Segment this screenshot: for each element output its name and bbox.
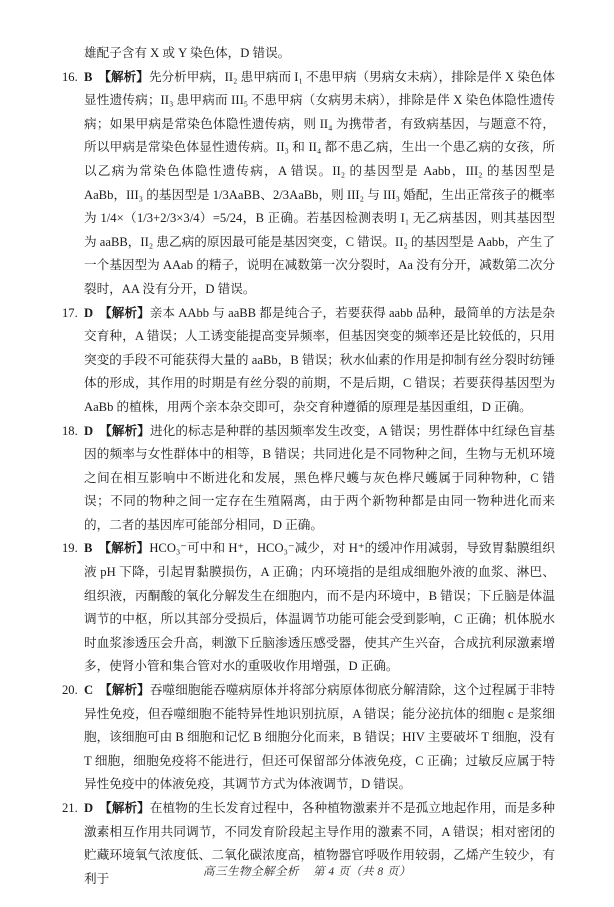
question-number: 17. <box>62 305 78 320</box>
analysis-text: 吞噬细胞能吞噬病原体并将部分病原体彻底分解清除，这个过程属于非特异性免疫，但吞噬细胞不能特异性地识别抗原，A 错误；能分泌抗体的细胞 c 是浆细胞，该细胞可由 B 细胞和记忆 B 细胞分化而来，B 错误；HIV 主要破坏 T 细胞，没有 T 细胞，细胞免疫将不能进行，但还可保留部分体液免疫，C 正确；过敏反应属于特异性免疫中的体液免疫，其调节方式为体液调节，D 错误。 <box>84 683 556 792</box>
question-number: 21. <box>62 801 78 815</box>
footer-page-info: 第 4 页（共 8 页） <box>313 866 411 879</box>
question-number: 19. <box>62 541 78 556</box>
answer-item <box>62 66 555 302</box>
answer-item <box>62 302 555 420</box>
continuation-text: 雄配子含有 X 或 Y 染色体，D 错误。 <box>84 46 291 60</box>
answer-item-list <box>62 66 555 892</box>
question-number: 16. <box>62 69 78 84</box>
analysis-text: 进化的标志是种群的基因频率发生改变，A 错误；男性群体中红绿色盲基因的频率与女性群体中的相等，B 错误；共同进化是不同物种之间，生物与无机环境之间在相互影响中不断进化和发展，黑色桦尺蠖与灰色桦尺蠖属于同种物种，C 错误；不同的物种之间一定存在生殖隔离，由于两个新物种都是由同一物种进化而来的，二者的基因库可能部分相同，D 正确。 <box>84 423 555 532</box>
answer-letter: B <box>84 541 93 556</box>
answer-letter: D <box>84 423 94 438</box>
answer-letter: B <box>84 69 93 84</box>
analysis-tag: 【解析】 <box>99 801 150 815</box>
question-number: 18. <box>62 423 78 438</box>
question-number: 20. <box>62 683 78 698</box>
analysis-text: 在植物的生长发育过程中，各种植物激素并不是孤立地起作用，而是多种激素相互作用共同调节，不同发育阶段起主导作用的激素不同，A 错误；相对密闭的贮藏环境氧气浓度低、二氧化碳浓度高，植物器官呼吸作用较弱，乙烯产生较少，有利于 <box>84 801 556 886</box>
analysis-text: HCO₃⁻可中和 H⁺，HCO₃⁻减少，对 H⁺的缓冲作用减弱，导致胃黏膜组织液 pH 下降，引起胃黏膜损伤，A 正确；内环境指的是组成细胞外液的血浆、淋巴、组织液，丙酮酸的氧化分解发生在细胞内，而不是内环境中，B 错误；下丘脑是体温调节的中枢，所以其部分受损后，体温调节功能可能会受到影响，C 正确；机体脱水时血浆渗透压会升高，刺激下丘脑渗透压感受器，使其产生兴奋，合成抗利尿激素增多，使肾小管和集合管对水的重吸收作用增强，D 正确。 <box>84 541 556 674</box>
answer-letter: D <box>84 305 94 320</box>
answer-letter: D <box>84 801 94 815</box>
analysis-tag: 【解析】 <box>99 683 150 698</box>
answer-item <box>62 537 555 679</box>
answer-item <box>62 679 555 797</box>
page-footer <box>0 861 614 885</box>
answer-item <box>62 420 555 538</box>
footer-doc-title: 高三生物全解全析 <box>203 866 299 879</box>
analysis-tag: 【解析】 <box>98 69 149 84</box>
analysis-tag: 【解析】 <box>98 541 150 556</box>
analysis-tag: 【解析】 <box>99 305 150 320</box>
answer-letter: C <box>84 683 94 698</box>
analysis-tag: 【解析】 <box>99 423 150 438</box>
analysis-text: 先分析甲病，II₂ 患甲病而 I₁ 不患甲病（男病女未病），排除是伴 X 染色体显性遗传病；II₃ 患甲病而 III₅ 不患甲病（女病男未病），排除是伴 X 染色体隐性遗传病；如果甲病是常染色体隐性遗传病，则 II₄ 为携带者，有致病基因，与题意不符，所以甲病是常染色体显性遗传病。II₃ 和 II₄ 都不患乙病，生出一个患乙病的女孩，所以乙病为常染色体隐性遗传病，A 错误。II₂ 的基因型是 Aabb，III₂ 的基因型是 AaBb，III₃ 的基因型是 1/3AaBB、2/3AaBb，则 III₂ 与 III₃ 婚配，生出正常孩子的概率为 1/4×（1/3+2/3×3/4）=5/24，B 正确。若基因检测表明 I₁ 无乙病基因，则其基因型为 aaBB，II₂ 患乙病的原因最可能是基因突变，C 错误。II₂ 的基因型是 Aabb，产生了一个基因型为 AAab 的精子，说明在减数第一次分裂时，Aa 没有分开，减数第二次分裂时，AA 没有分开，D 错误。 <box>84 69 556 296</box>
analysis-text: 亲本 AAbb 与 aaBB 都是纯合子，若要获得 aabb 品种，最简单的方法是杂交育种，A 错误；人工诱变能提高变异频率，但基因突变的频率还是比较低的，只用突变的手段不可能获得大量的 aaBb，B 错误；秋水仙素的作用是抑制有丝分裂时纺锤体的形成，其作用的时期是有丝分裂的前期，不是后期，C 错误；若要获得基因型为 AaBb 的植株，用两个亲本杂交即可，杂交育种遵循的原理是基因重组，D 正确。 <box>84 305 556 414</box>
